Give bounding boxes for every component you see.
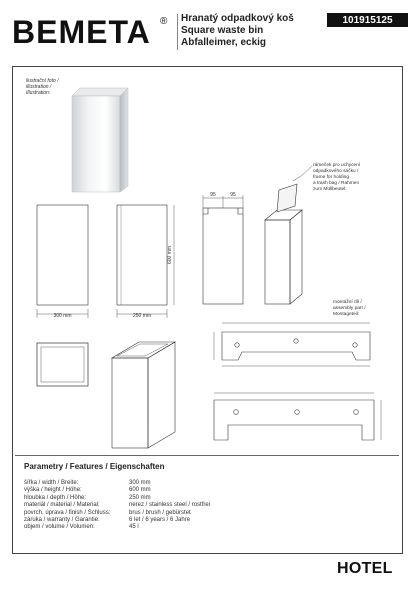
- params-table: [24, 480, 210, 532]
- front-view: [37, 205, 88, 318]
- title-cz: Hranatý odpadkový koš: [181, 13, 294, 24]
- brand-text: BEMETA: [12, 14, 151, 50]
- width-dim: 300 mm: [53, 313, 72, 319]
- title-de: Abfalleimer, eckig: [181, 37, 267, 48]
- svg-text:frame for holding: frame for holding: [313, 175, 349, 180]
- param-row: šířka / width / Breite: 300 mm: [24, 480, 151, 486]
- param-row: objem / volume / Volumen: 45 l: [24, 524, 139, 531]
- param-row: materiál / material / Material: nerez / stainless steel / rostfrei: [24, 502, 211, 509]
- depth-dim: 250 mm: [132, 313, 152, 319]
- frame-dim-right: 95: [230, 192, 236, 198]
- svg-text:Montageteil:: Montageteil:: [333, 312, 360, 317]
- svg-text:rámeček pro uchycení: rámeček pro uchycení: [313, 163, 361, 168]
- svg-text:zum Müllbeutel:: zum Müllbeutel:: [313, 187, 347, 192]
- bin-open-iso: [112, 342, 175, 448]
- params-heading: Parametry / Features / Eigenschaften: [24, 462, 165, 471]
- product-photo: [72, 88, 128, 192]
- frame-dim-left: 95: [210, 192, 216, 198]
- section-divider: [15, 455, 399, 456]
- frame-section-view: [203, 195, 243, 304]
- illustration-caption: ilustrační foto / illustration / Illustration:: [26, 78, 59, 96]
- param-row: výška / height / Höhe: 600 mm: [24, 487, 151, 494]
- bin-with-frame-iso: [265, 184, 302, 304]
- height-dim: 600 mm: [167, 245, 173, 265]
- svg-text:assembly part /: assembly part /: [333, 306, 366, 311]
- registered-mark: ®: [160, 16, 168, 27]
- svg-text:odpadkového sáčku /: odpadkového sáčku /: [313, 169, 359, 174]
- side-view: [117, 205, 174, 318]
- assembly-part-top: [214, 323, 370, 366]
- frame-note: [313, 162, 361, 192]
- title-en: Square waste bin: [181, 25, 264, 36]
- param-row: záruka / warranty / Garantie: 6 let / 6 years / 6 Jahre: [24, 517, 191, 524]
- svg-text:a trash bag / Rahmen: a trash bag / Rahmen: [313, 181, 360, 186]
- param-row: povrch. úprava / finish / Schluss: brus / brush / gebürstet: [24, 509, 191, 516]
- param-row: hloubka / depth / Höhe: 250 mm: [24, 494, 151, 501]
- product-code: 101915125: [327, 13, 408, 27]
- frame-note-leader: [293, 166, 312, 181]
- assembly-part-bottom: [214, 393, 381, 440]
- top-view: [37, 343, 88, 386]
- category-label: HOTEL: [337, 560, 393, 577]
- assembly-note: [333, 299, 366, 317]
- svg-text:montážní díl /: montážní díl /: [333, 300, 362, 305]
